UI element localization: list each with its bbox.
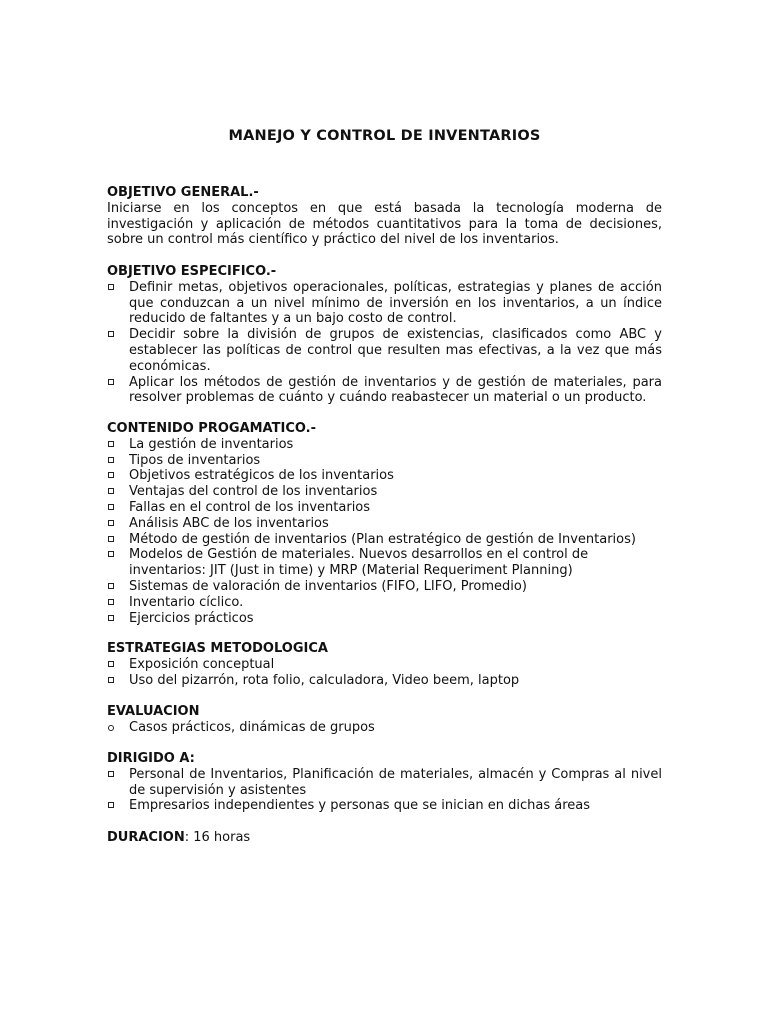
list-item: Modelos de Gestión de materiales. Nuevos desarrollos en el control de inventarios: JIT (Just in time) y MRP (Material Requeriment Planning) [107, 547, 662, 579]
checkbox-bullet-icon [108, 379, 114, 385]
checkbox-bullet-icon [108, 599, 114, 605]
checkbox-bullet-icon [108, 802, 114, 808]
checkbox-bullet-icon [108, 472, 114, 478]
checkbox-bullet-icon [108, 615, 114, 621]
duracion-value: : 16 horas [184, 830, 251, 845]
estrategias-heading: ESTRATEGIAS METODOLOGICA [107, 641, 328, 656]
document-title: MANEJO Y CONTROL DE INVENTARIOS [228, 128, 541, 144]
list-item: Tipos de inventarios [107, 453, 662, 469]
list-item: Aplicar los métodos de gestión de inventarios y de gestión de materiales, para resolver problemas de cuánto y cuándo reabastecer un material o un producto. [107, 375, 662, 407]
contenido-section [107, 421, 662, 626]
dirigido-section [107, 751, 662, 814]
list-item: La gestión de inventarios [107, 437, 662, 453]
checkbox-bullet-icon [108, 551, 114, 557]
checkbox-bullet-icon [108, 661, 114, 667]
dirigido-list [107, 767, 662, 814]
checkbox-bullet-icon [108, 536, 114, 542]
circle-bullet-icon [108, 725, 114, 731]
checkbox-bullet-icon [108, 441, 114, 447]
list-item: Sistemas de valoración de inventarios (FIFO, LIFO, Promedio) [107, 579, 662, 595]
dirigido-heading: DIRIGIDO A: [107, 751, 195, 766]
checkbox-bullet-icon [108, 677, 114, 683]
estrategias-section [107, 641, 662, 688]
evaluacion-list [107, 720, 662, 736]
list-item: Análisis ABC de los inventarios [107, 516, 662, 532]
checkbox-bullet-icon [108, 331, 114, 337]
list-item: Método de gestión de inventarios (Plan estratégico de gestión de Inventarios) [107, 532, 662, 548]
duracion-line [107, 830, 662, 846]
list-item: Empresarios independientes y personas que se inician en dichas áreas [107, 798, 662, 814]
evaluacion-section [107, 704, 662, 736]
list-item: Objetivos estratégicos de los inventarios [107, 468, 662, 484]
list-item: Casos prácticos, dinámicas de grupos [107, 720, 662, 736]
checkbox-bullet-icon [108, 284, 114, 290]
objetivo-general-heading: OBJETIVO GENERAL.- [107, 185, 259, 200]
list-item: Fallas en el control de los inventarios [107, 500, 662, 516]
duracion-section [107, 830, 662, 846]
checkbox-bullet-icon [108, 583, 114, 589]
duracion-label: DURACION [107, 830, 185, 845]
list-item: Inventario cíclico. [107, 595, 662, 611]
contenido-list [107, 437, 662, 627]
list-item: Definir metas, objetivos operacionales, políticas, estrategias y planes de acción que conduzcan a un nivel mínimo de inversión en los inventarios, a un índice reducido de faltantes y a un bajo costo de control. [107, 280, 662, 327]
evaluacion-heading: EVALUACION [107, 704, 200, 719]
estrategias-list [107, 657, 662, 689]
checkbox-bullet-icon [108, 488, 114, 494]
objetivo-general-text: Iniciarse en los conceptos en que está basada la tecnología moderna de investigación y aplicación de métodos cuantitativos para la toma de decisiones, sobre un control más científico y práctico del nivel de los inventarios. [107, 200, 662, 248]
objetivo-general-section [107, 185, 662, 248]
contenido-heading: CONTENIDO PROGAMATICO.- [107, 421, 316, 436]
checkbox-bullet-icon [108, 520, 114, 526]
list-item: Ejercicios prácticos [107, 611, 662, 627]
checkbox-bullet-icon [108, 771, 114, 777]
list-item: Uso del pizarrón, rota folio, calculadora, Video beem, laptop [107, 673, 662, 689]
list-item: Exposición conceptual [107, 657, 662, 673]
objetivo-especifico-heading: OBJETIVO ESPECIFICO.- [107, 264, 277, 279]
objetivo-especifico-list [107, 280, 662, 406]
list-item: Decidir sobre la división de grupos de existencias, clasificados como ABC y establecer las políticas de control que resulten mas efectivas, a la vez que más económicas. [107, 327, 662, 374]
objetivo-especifico-section [107, 264, 662, 406]
checkbox-bullet-icon [108, 504, 114, 510]
checkbox-bullet-icon [108, 457, 114, 463]
list-item: Personal de Inventarios, Planificación de materiales, almacén y Compras al nivel de supervisión y asistentes [107, 767, 662, 799]
list-item: Ventajas del control de los inventarios [107, 484, 662, 500]
